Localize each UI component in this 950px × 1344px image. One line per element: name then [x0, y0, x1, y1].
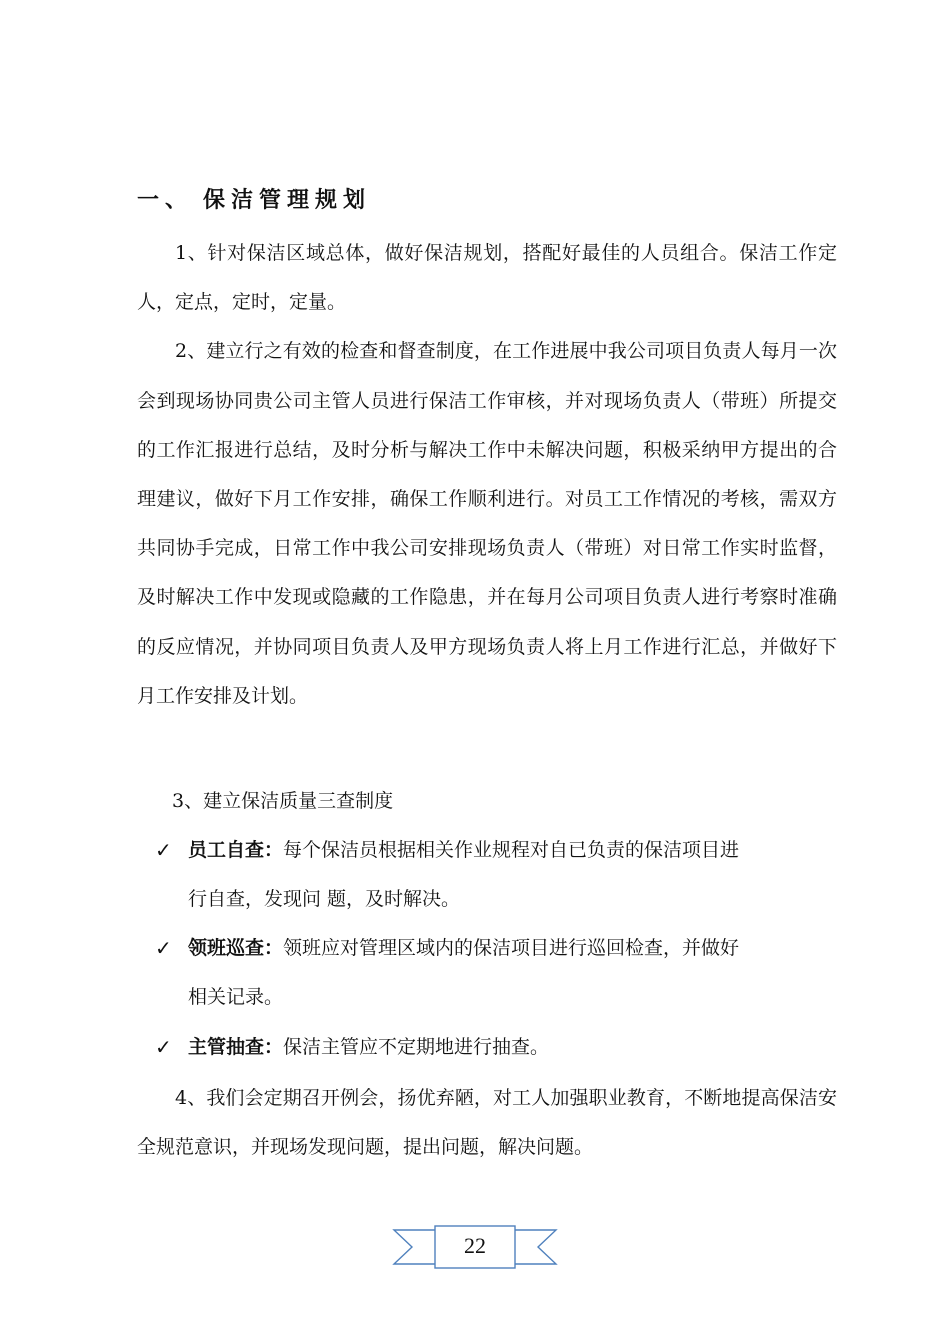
check-text: 领班应对管理区域内的保洁项目进行巡回检查，并做好	[283, 937, 740, 959]
checkmark-icon: ✓	[155, 1035, 172, 1059]
check-item-staff-self-check	[155, 826, 837, 924]
paragraph-1: 1、针对保洁区域总体，做好保洁规划，搭配好最佳的人员组合。保洁工作定人，定点，定时，定量。	[137, 242, 837, 314]
paragraph-4: 4、我们会定期召开例会，扬优弃陋，对工人加强职业教育，不断地提高保洁安全规范意识，并现场发现问题，提出问题，解决问题。	[137, 1087, 837, 1159]
check-text-continued: 行自查，发现问 题，及时解决。	[188, 888, 461, 910]
check-label: 员工自查：	[188, 839, 284, 861]
checkmark-icon: ✓	[155, 936, 172, 960]
body-block-2	[137, 1074, 837, 1172]
section-number: 一、	[137, 188, 194, 213]
check-text: 每个保洁员根据相关作业规程对自已负责的保洁项目进	[283, 839, 740, 861]
paragraph-3: 3、建立保洁质量三查制度	[172, 790, 394, 812]
check-label: 主管抽查：	[188, 1036, 284, 1058]
page-footer	[392, 1220, 558, 1274]
section-heading	[137, 184, 371, 218]
check-text: 保洁主管应不定期地进行抽查。	[283, 1036, 550, 1058]
body-block-1	[137, 229, 837, 721]
section-title: 保洁管理规划	[203, 188, 372, 213]
page-number: 22	[464, 1233, 486, 1258]
check-label: 领班巡查：	[188, 937, 284, 959]
check-text-continued: 相关记录。	[188, 986, 284, 1008]
check-item-supervisor-spot-check	[155, 1023, 837, 1072]
paragraph-2: 2、建立行之有效的检查和督查制度，在工作进展中我公司项目负责人每月一次会到现场协同贵公司主管人员进行保洁工作审核，并对现场负责人（带班）所提交的工作汇报进行总结，及时分析与解决工作中未解决问题，积极采纳甲方提出的合理建议，做好下月工作安排，确保工作顺利进行。对员工工作情况的考核，需双方共同协手完成，日常工作中我公司安排现场负责人（带班）对日常工作实时监督，及时解决工作中发现或隐藏的工作隐患，并在每月公司项目负责人进行考察时准确的反应情况，并协同项目负责人及甲方现场负责人将上月工作进行汇总，并做好下月工作安排及计划。	[137, 340, 837, 707]
check-item-leader-patrol	[155, 924, 837, 1022]
checkmark-icon: ✓	[155, 838, 172, 862]
